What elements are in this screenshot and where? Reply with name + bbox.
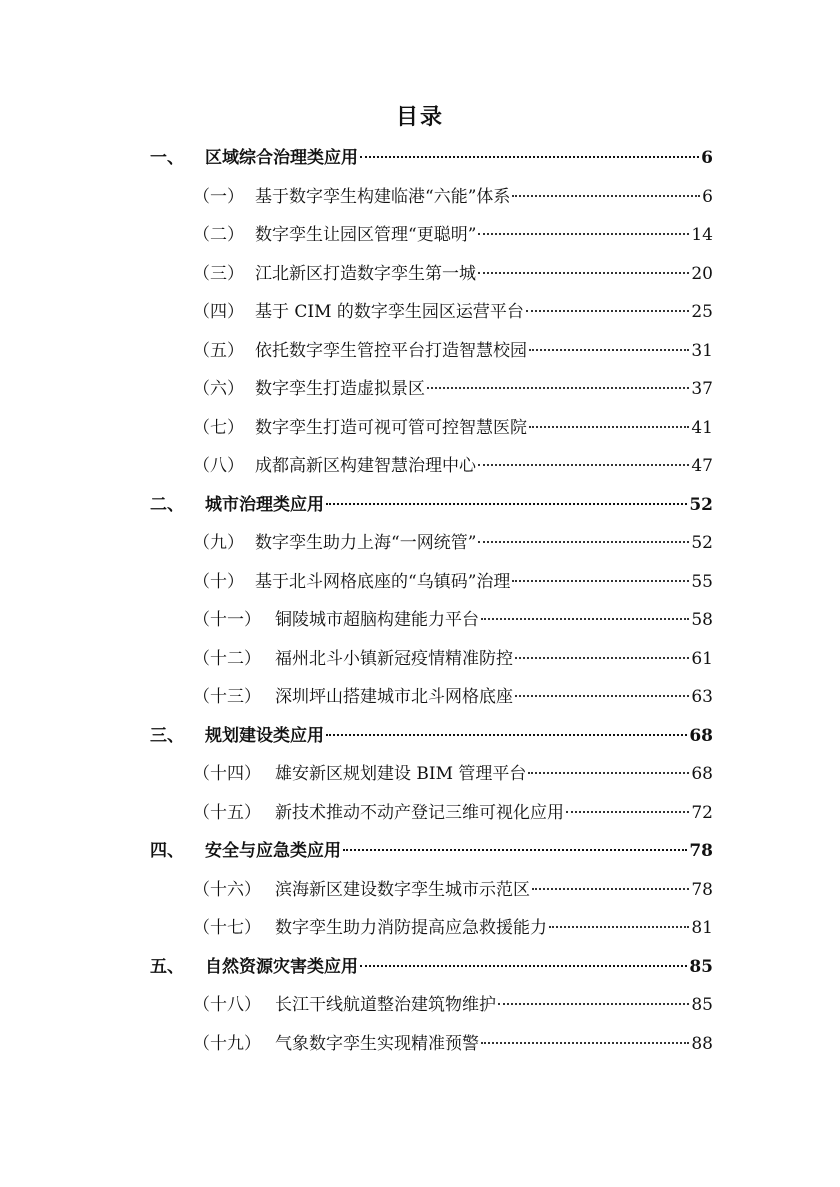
toc-entry-number: （十八）: [193, 995, 261, 1015]
toc-page-number: 78: [691, 879, 713, 900]
toc-page-number: 72: [691, 802, 713, 823]
toc-dot-leader: [526, 310, 689, 312]
toc-section-entry[interactable]: [193, 454, 713, 478]
toc-page-number: 20: [691, 263, 713, 284]
toc-entry-title: 成都高新区构建智慧治理中心: [255, 456, 476, 476]
toc-page-number: 68: [689, 725, 713, 746]
toc-dot-leader: [529, 349, 689, 351]
toc-entry-title: 自然资源灾害类应用: [205, 956, 358, 977]
toc-section-entry[interactable]: [193, 993, 713, 1017]
toc-entry-number: （十六）: [193, 879, 261, 900]
toc-chapter-entry[interactable]: [150, 955, 713, 979]
toc-page-number: 52: [689, 494, 713, 515]
toc-entry-number: （八）: [193, 456, 244, 476]
toc-dot-leader: [481, 618, 689, 620]
toc-dot-leader: [478, 233, 689, 235]
toc-entry-title: 数字孪生让园区管理“更聪明”: [255, 225, 477, 245]
toc-section-entry[interactable]: [193, 339, 713, 363]
toc-entry-title: 安全与应急类应用: [205, 841, 341, 861]
toc-entry-title: 基于数字孪生构建临港“六能”体系: [255, 186, 511, 207]
toc-chapter-entry[interactable]: [150, 839, 713, 863]
toc-dot-leader: [360, 156, 699, 158]
toc-dot-leader: [566, 811, 689, 813]
toc-entry-number: 二、: [150, 494, 184, 515]
toc-entry-title: 长江干线航道整治建筑物维护: [275, 995, 496, 1015]
toc-entry-title: 依托数字孪生管控平台打造智慧校园: [255, 340, 527, 361]
toc-section-entry[interactable]: [193, 916, 713, 940]
toc-entry-number: （七）: [193, 417, 244, 438]
toc-entry-number: （九）: [193, 533, 244, 553]
toc-page-number: 6: [702, 186, 713, 207]
toc-section-entry[interactable]: [193, 223, 713, 247]
toc-title: 目录: [395, 104, 444, 130]
toc-page-number: 68: [691, 764, 713, 784]
toc-page-number: 41: [691, 417, 713, 438]
toc-entry-title: 数字孪生打造可视可管可控智慧医院: [255, 417, 527, 438]
toc-entry-title: 规划建设类应用: [205, 725, 324, 746]
toc-page-number: 31: [691, 340, 713, 361]
toc-section-entry[interactable]: [193, 262, 713, 286]
toc-dot-leader: [478, 464, 689, 466]
toc-entry-title: 数字孪生打造虚拟景区: [255, 379, 425, 399]
toc-entry-title: 数字孪生助力上海“一网统管”: [255, 533, 477, 553]
toc-entry-title: 深圳坪山搭建城市北斗网格底座: [275, 687, 513, 707]
toc-dot-leader: [481, 1042, 689, 1044]
toc-dot-leader: [529, 426, 689, 428]
toc-entry-number: （三）: [193, 263, 244, 284]
toc-entry-title: 新技术推动不动产登记三维可视化应用: [275, 802, 564, 823]
toc-entry-title: 江北新区打造数字孪生第一城: [255, 263, 476, 284]
toc-entry-number: （十）: [193, 571, 244, 592]
toc-entry-title: 雄安新区规划建设 BIM 管理平台: [275, 764, 527, 784]
toc-entry-number: 三、: [150, 725, 184, 746]
toc-entry-title: 基于 CIM 的数字孪生园区运营平台: [255, 302, 524, 322]
toc-page-number: 58: [691, 610, 713, 630]
toc-entry-title: 基于北斗网格底座的“乌镇码”治理: [255, 571, 511, 592]
toc-page-number: 55: [691, 571, 713, 592]
toc-dot-leader: [478, 272, 689, 274]
toc-page-number: 52: [691, 533, 713, 553]
toc-section-entry[interactable]: [193, 762, 713, 786]
toc-entry-number: （十七）: [193, 918, 261, 938]
toc-entry-number: （二）: [193, 225, 244, 245]
toc-dot-leader: [515, 657, 689, 659]
toc-entry-title: 铜陵城市超脑构建能力平台: [275, 610, 479, 630]
toc-section-entry[interactable]: [193, 531, 713, 555]
toc-section-entry[interactable]: [193, 570, 713, 594]
toc-entry-title: 气象数字孪生实现精准预警: [275, 1033, 479, 1054]
toc-section-entry[interactable]: [193, 647, 713, 671]
toc-dot-leader: [515, 695, 689, 697]
toc-entry-number: 一、: [150, 148, 184, 168]
toc-dot-leader: [360, 965, 687, 967]
toc-chapter-entry[interactable]: [150, 724, 713, 748]
toc-entry-title: 滨海新区建设数字孪生城市示范区: [275, 879, 530, 900]
toc-page-number: 47: [691, 456, 713, 476]
toc-page-number: 37: [691, 379, 713, 399]
toc-entry-number: （十九）: [193, 1033, 261, 1054]
toc-page-number: 81: [691, 918, 713, 938]
toc-entry-number: （一）: [193, 186, 244, 207]
toc-page-number: 85: [691, 995, 713, 1015]
toc-section-entry[interactable]: [193, 801, 713, 825]
toc-chapter-entry[interactable]: [150, 493, 713, 517]
toc-dot-leader: [427, 387, 689, 389]
toc-page-number: 63: [691, 687, 713, 707]
toc-entry-number: （十一）: [193, 610, 261, 630]
toc-dot-leader: [512, 195, 700, 197]
toc-entry-number: （十五）: [193, 802, 261, 823]
toc-entry-number: 四、: [150, 841, 184, 861]
toc-section-entry[interactable]: [193, 416, 713, 440]
toc-entry-number: （五）: [193, 340, 244, 361]
toc-dot-leader: [343, 849, 687, 851]
toc-section-entry[interactable]: [193, 377, 713, 401]
toc-dot-leader: [549, 926, 689, 928]
toc-dot-leader: [512, 580, 689, 582]
toc-section-entry[interactable]: [193, 608, 713, 632]
toc-page-number: 88: [691, 1033, 713, 1054]
toc-dot-leader: [478, 541, 689, 543]
toc-page-number: 85: [689, 956, 713, 977]
toc-section-entry[interactable]: [193, 185, 713, 209]
toc-entry-number: （四）: [193, 302, 244, 322]
toc-dot-leader: [498, 1003, 689, 1005]
toc-entry-title: 福州北斗小镇新冠疫情精准防控: [275, 648, 513, 669]
toc-entry-title: 数字孪生助力消防提高应急救援能力: [275, 918, 547, 938]
toc-page-number: 6: [701, 148, 713, 168]
toc-dot-leader: [326, 734, 687, 736]
toc-entry-number: （十三）: [193, 687, 261, 707]
toc-page-number: 61: [691, 648, 713, 669]
toc-page-number: 78: [689, 841, 713, 861]
toc-dot-leader: [528, 772, 689, 774]
toc-page-number: 25: [691, 302, 713, 322]
toc-dot-leader: [326, 503, 687, 505]
toc-section-entry[interactable]: [193, 685, 713, 709]
toc-entry-number: （十四）: [193, 764, 261, 784]
toc-section-entry[interactable]: [193, 300, 713, 324]
toc-entry-number: （十二）: [193, 648, 261, 669]
toc-page-number: 14: [691, 225, 713, 245]
toc-section-entry[interactable]: [193, 878, 713, 902]
toc-entry-number: 五、: [150, 956, 184, 977]
toc-section-entry[interactable]: [193, 1032, 713, 1056]
toc-entry-number: （六）: [193, 379, 244, 399]
toc-entry-title: 区域综合治理类应用: [205, 148, 358, 168]
toc-dot-leader: [532, 888, 689, 890]
toc-chapter-entry[interactable]: [150, 146, 713, 170]
toc-entry-title: 城市治理类应用: [205, 494, 324, 515]
